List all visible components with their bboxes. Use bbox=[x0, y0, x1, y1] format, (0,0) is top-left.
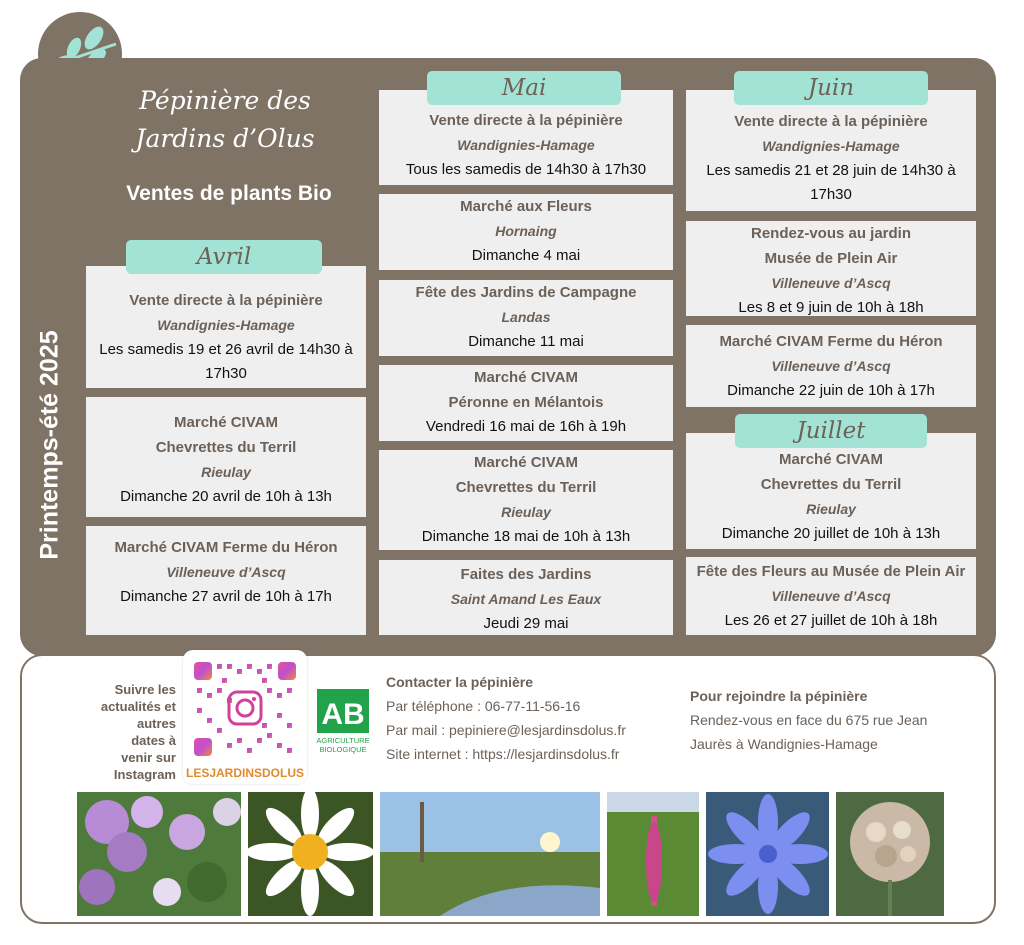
event-date: Dimanche 20 avril de 10h à 13h bbox=[120, 488, 332, 505]
event-place: Villeneuve d’Ascq bbox=[771, 358, 891, 374]
lilac-flowers-icon bbox=[77, 792, 241, 916]
event-date: Vendredi 16 mai de 16h à 19h bbox=[425, 418, 627, 435]
event-subtitle: Chevrettes du Terril bbox=[760, 476, 902, 493]
event-title: Marché CIVAM bbox=[474, 454, 578, 471]
instagram-qr-card[interactable] bbox=[183, 650, 307, 784]
directions-line: Jaurès à Wandignies-Hamage bbox=[690, 736, 878, 752]
ab-organic-logo bbox=[316, 688, 370, 754]
event-title: Rendez-vous au jardin bbox=[750, 225, 912, 242]
follow-line: venir sur bbox=[121, 750, 176, 765]
photo-chicory bbox=[706, 792, 829, 916]
event-place: Wandignies-Hamage bbox=[157, 317, 295, 333]
ab-line2: BIOLOGIQUE bbox=[319, 745, 367, 754]
follow-line: Suivre les bbox=[114, 682, 176, 697]
event-date: Dimanche 18 mai de 10h à 13h bbox=[421, 528, 631, 545]
photo-purple-flowers bbox=[77, 792, 241, 916]
contact-site[interactable]: Site internet : https://lesjardinsdolus.fr bbox=[386, 746, 620, 762]
event-place: Rieulay bbox=[806, 501, 856, 517]
event-place: Rieulay bbox=[501, 504, 551, 520]
qr-code-icon bbox=[183, 650, 307, 762]
month-tab-may: Mai bbox=[427, 71, 621, 105]
event-card bbox=[379, 194, 673, 270]
month-tab-july: Juillet bbox=[735, 414, 927, 448]
photo-wild-carrot bbox=[836, 792, 944, 916]
event-subtitle: Péronne en Mélantois bbox=[448, 394, 604, 411]
event-card bbox=[379, 280, 673, 356]
contact-phone[interactable]: Par téléphone : 06-77-11-56-16 bbox=[386, 698, 581, 714]
contact-heading: Contacter la pépinière bbox=[386, 674, 534, 690]
nursery-name bbox=[100, 82, 350, 158]
event-date: Tous les samedis de 14h30 à 17h30 bbox=[405, 161, 647, 178]
event-date: Les 8 et 9 juin de 10h à 18h bbox=[738, 299, 924, 316]
event-place: Villeneuve d’Ascq bbox=[771, 275, 891, 291]
event-date: Dimanche 27 avril de 10h à 17h bbox=[120, 588, 332, 605]
event-place: Rieulay bbox=[201, 464, 251, 480]
organic-label-icon bbox=[316, 688, 370, 754]
event-card bbox=[86, 397, 366, 517]
ab-line1: AGRICULTURE bbox=[316, 736, 370, 745]
photo-loosestrife bbox=[607, 792, 699, 916]
event-subtitle: Musée de Plein Air bbox=[764, 250, 898, 267]
event-title: Fête des Jardins de Campagne bbox=[415, 284, 637, 301]
nursery-name-line2: Jardins d’Olus bbox=[135, 124, 315, 153]
river-landscape-icon bbox=[380, 792, 600, 916]
event-card bbox=[379, 365, 673, 441]
wild-carrot-seedhead-icon bbox=[836, 792, 944, 916]
directions-heading: Pour rejoindre la pépinière bbox=[690, 688, 868, 704]
event-title: Faites des Jardins bbox=[460, 566, 592, 583]
event-title: Fête des Fleurs au Musée de Plein Air bbox=[696, 563, 966, 580]
page-subtitle: Ventes de plants Bio bbox=[126, 182, 332, 205]
follow-line: autres dates à bbox=[131, 716, 176, 748]
event-date: Les samedis 21 et 28 juin de 14h30 à 17h30 bbox=[706, 162, 956, 203]
event-card bbox=[686, 557, 976, 635]
event-date: Dimanche 4 mai bbox=[471, 247, 581, 264]
event-place: Hornaing bbox=[495, 223, 557, 239]
event-card bbox=[86, 266, 366, 388]
event-place: Villeneuve d’Ascq bbox=[771, 588, 891, 604]
event-title: Marché CIVAM bbox=[779, 451, 883, 468]
event-place: Villeneuve d’Ascq bbox=[166, 564, 286, 580]
event-date: Les samedis 19 et 26 avril de 14h30 à 17h30 bbox=[99, 341, 353, 382]
photo-daisy bbox=[248, 792, 373, 916]
event-title: Marché aux Fleurs bbox=[460, 198, 592, 215]
instagram-handle[interactable]: LESJARDINSDOLUS bbox=[185, 766, 304, 780]
event-place: Saint Amand Les Eaux bbox=[450, 591, 602, 607]
contact-block bbox=[386, 670, 676, 766]
event-title: Marché CIVAM bbox=[474, 369, 578, 386]
follow-line: Instagram bbox=[113, 767, 176, 782]
event-subtitle: Chevrettes du Terril bbox=[155, 439, 297, 456]
month-tab-april: Avril bbox=[126, 240, 322, 274]
event-date: Dimanche 20 juillet de 10h à 13h bbox=[721, 525, 941, 542]
contact-mail[interactable]: Par mail : pepiniere@lesjardinsdolus.fr bbox=[386, 722, 626, 738]
event-title: Vente directe à la pépinière bbox=[734, 113, 928, 130]
event-card bbox=[686, 90, 976, 211]
event-date: Dimanche 11 mai bbox=[468, 333, 584, 350]
event-subtitle: Chevrettes du Terril bbox=[455, 479, 597, 496]
month-tab-june: Juin bbox=[734, 71, 928, 105]
directions-block bbox=[690, 684, 970, 756]
event-title: Vente directe à la pépinière bbox=[429, 112, 623, 129]
instagram-follow-text bbox=[100, 681, 176, 783]
loosestrife-icon bbox=[607, 792, 699, 916]
event-title: Marché CIVAM Ferme du Héron bbox=[719, 333, 943, 350]
directions-line: Rendez-vous en face du 675 rue Jean bbox=[690, 712, 928, 728]
event-date: Jeudi 29 mai bbox=[483, 615, 569, 632]
photo-river-landscape bbox=[380, 792, 600, 916]
nursery-name-line1: Pépinière des bbox=[139, 86, 311, 115]
event-date: Dimanche 22 juin de 10h à 17h bbox=[727, 382, 935, 399]
event-date: Les 26 et 27 juillet de 10h à 18h bbox=[724, 612, 938, 629]
daisy-icon bbox=[248, 792, 373, 916]
event-card bbox=[86, 526, 366, 635]
event-card bbox=[379, 560, 673, 635]
event-card bbox=[379, 450, 673, 550]
event-card bbox=[686, 433, 976, 549]
event-title: Marché CIVAM bbox=[174, 414, 278, 431]
chicory-flower-icon bbox=[706, 792, 829, 916]
event-place: Landas bbox=[501, 309, 551, 325]
event-title: Marché CIVAM Ferme du Héron bbox=[114, 539, 338, 556]
event-card bbox=[686, 221, 976, 316]
event-card bbox=[686, 325, 976, 407]
ab-letters: AB bbox=[321, 698, 365, 731]
event-title: Vente directe à la pépinière bbox=[129, 292, 323, 309]
event-place: Wandignies-Hamage bbox=[762, 138, 900, 154]
season-label: Printemps-été 2025 bbox=[35, 330, 64, 560]
follow-line: actualités et bbox=[100, 699, 176, 714]
event-place: Wandignies-Hamage bbox=[457, 137, 595, 153]
